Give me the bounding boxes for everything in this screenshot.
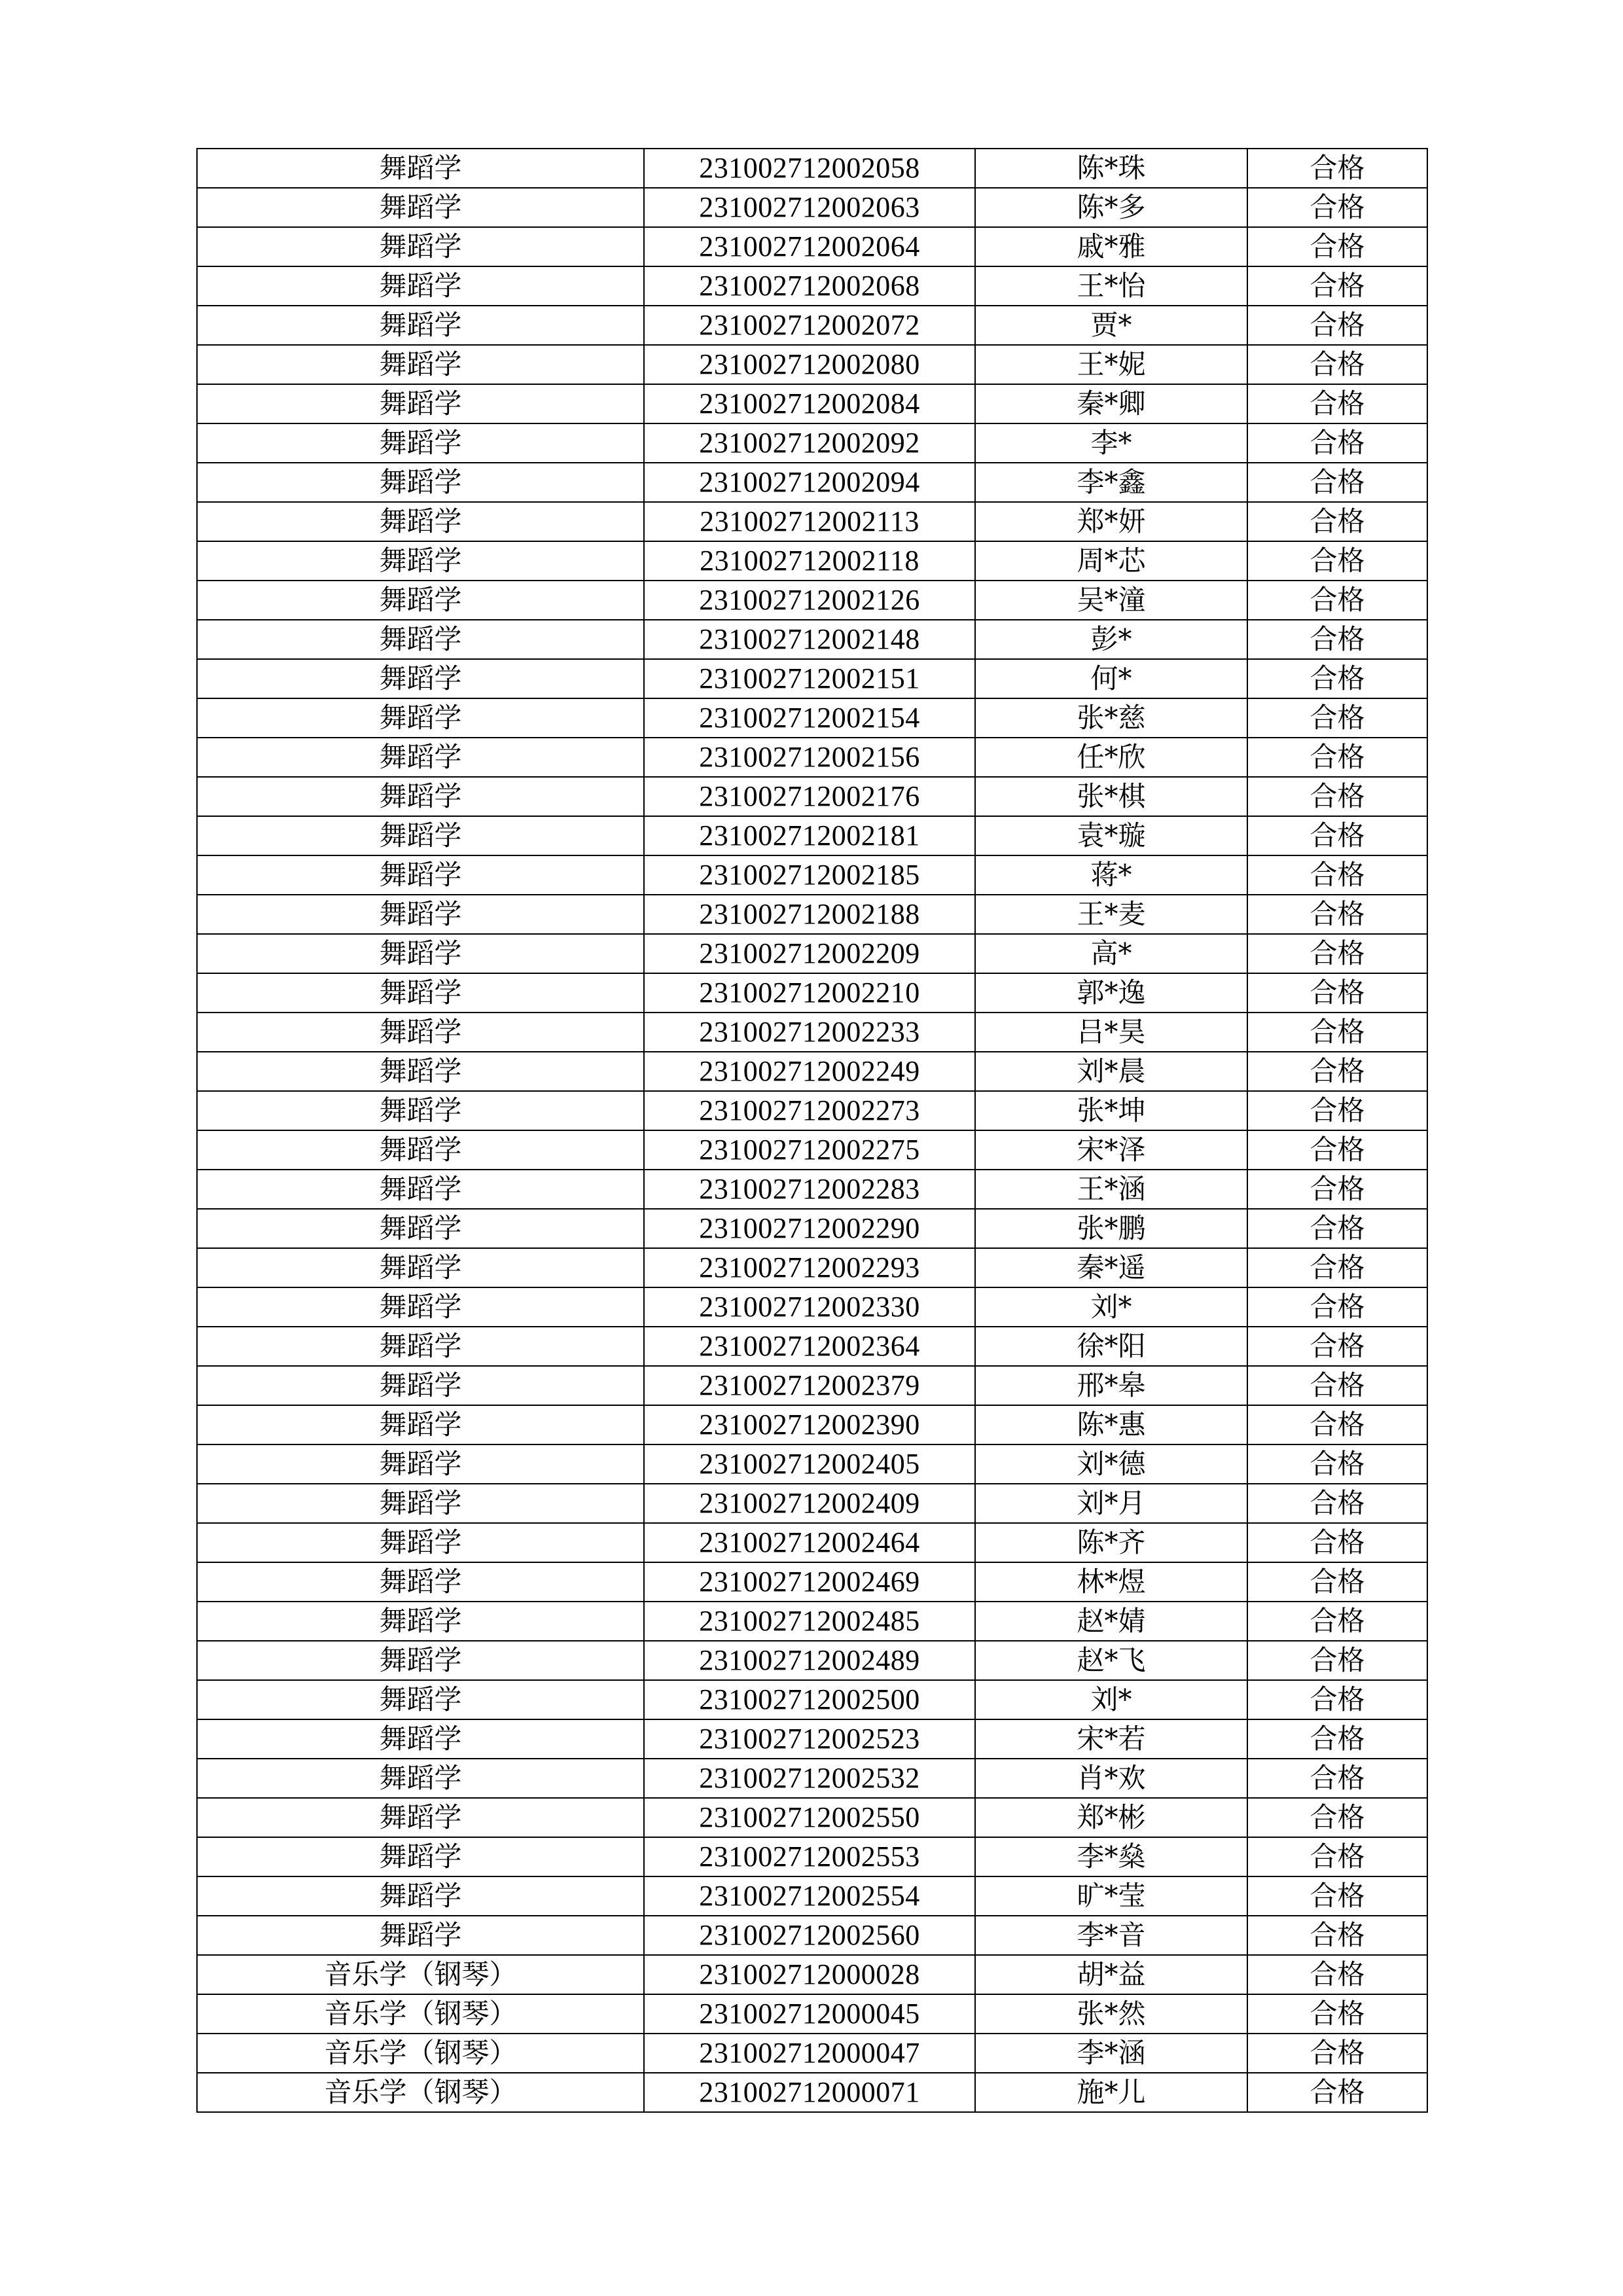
result-cell: 合格 xyxy=(1247,2073,1427,2112)
table-row xyxy=(197,1602,1427,1641)
candidate-id-cell: 231002712002210 xyxy=(644,973,975,1013)
candidate-id-cell: 231002712002154 xyxy=(644,698,975,738)
result-cell: 合格 xyxy=(1247,855,1427,895)
results-table xyxy=(196,148,1428,2113)
major-cell: 舞蹈学 xyxy=(197,463,644,502)
candidate-id-cell: 231002712002554 xyxy=(644,1876,975,1916)
result-cell: 合格 xyxy=(1247,934,1427,973)
candidate-id-cell: 231002712002283 xyxy=(644,1170,975,1209)
result-cell: 合格 xyxy=(1247,1680,1427,1719)
table-row xyxy=(197,345,1427,384)
result-cell: 合格 xyxy=(1247,581,1427,620)
candidate-id-cell: 231002712002553 xyxy=(644,1837,975,1876)
candidate-name-cell: 袁*璇 xyxy=(975,816,1247,855)
candidate-id-cell: 231002712002185 xyxy=(644,855,975,895)
major-cell: 舞蹈学 xyxy=(197,659,644,698)
table-row xyxy=(197,266,1427,306)
candidate-name-cell: 张*然 xyxy=(975,1994,1247,2034)
candidate-id-cell: 231002712002176 xyxy=(644,777,975,816)
result-cell: 合格 xyxy=(1247,227,1427,266)
candidate-id-cell: 231002712002233 xyxy=(644,1013,975,1052)
result-cell: 合格 xyxy=(1247,1170,1427,1209)
major-cell: 舞蹈学 xyxy=(197,895,644,934)
major-cell: 舞蹈学 xyxy=(197,1759,644,1798)
candidate-name-cell: 戚*雅 xyxy=(975,227,1247,266)
results-table-body xyxy=(197,149,1427,2112)
major-cell: 舞蹈学 xyxy=(197,1484,644,1523)
candidate-name-cell: 宋*若 xyxy=(975,1719,1247,1759)
table-row xyxy=(197,777,1427,816)
candidate-id-cell: 231002712002209 xyxy=(644,934,975,973)
major-cell: 舞蹈学 xyxy=(197,1130,644,1170)
major-cell: 音乐学（钢琴） xyxy=(197,2034,644,2073)
major-cell: 舞蹈学 xyxy=(197,1602,644,1641)
table-row xyxy=(197,1837,1427,1876)
candidate-name-cell: 刘*月 xyxy=(975,1484,1247,1523)
candidate-name-cell: 郑*彬 xyxy=(975,1798,1247,1837)
table-row xyxy=(197,581,1427,620)
result-cell: 合格 xyxy=(1247,1052,1427,1091)
candidate-id-cell: 231002712002485 xyxy=(644,1602,975,1641)
candidate-name-cell: 周*芯 xyxy=(975,541,1247,581)
candidate-name-cell: 秦*卿 xyxy=(975,384,1247,423)
candidate-id-cell: 231002712002275 xyxy=(644,1130,975,1170)
table-row xyxy=(197,895,1427,934)
candidate-name-cell: 刘* xyxy=(975,1287,1247,1327)
major-cell: 舞蹈学 xyxy=(197,188,644,227)
result-cell: 合格 xyxy=(1247,1484,1427,1523)
major-cell: 舞蹈学 xyxy=(197,973,644,1013)
table-row xyxy=(197,227,1427,266)
result-cell: 合格 xyxy=(1247,1876,1427,1916)
table-row xyxy=(197,1798,1427,1837)
candidate-id-cell: 231002712002489 xyxy=(644,1641,975,1680)
major-cell: 音乐学（钢琴） xyxy=(197,1955,644,1994)
major-cell: 舞蹈学 xyxy=(197,345,644,384)
major-cell: 舞蹈学 xyxy=(197,1287,644,1327)
result-cell: 合格 xyxy=(1247,149,1427,188)
candidate-name-cell: 李*音 xyxy=(975,1916,1247,1955)
table-row xyxy=(197,2073,1427,2112)
table-row xyxy=(197,1287,1427,1327)
candidate-id-cell: 231002712002080 xyxy=(644,345,975,384)
candidate-name-cell: 郑*妍 xyxy=(975,502,1247,541)
candidate-id-cell: 231002712002084 xyxy=(644,384,975,423)
candidate-name-cell: 刘*晨 xyxy=(975,1052,1247,1091)
result-cell: 合格 xyxy=(1247,1955,1427,1994)
result-cell: 合格 xyxy=(1247,1209,1427,1248)
candidate-name-cell: 任*欣 xyxy=(975,738,1247,777)
candidate-name-cell: 施*儿 xyxy=(975,2073,1247,2112)
candidate-id-cell: 231002712002181 xyxy=(644,816,975,855)
result-cell: 合格 xyxy=(1247,1523,1427,1562)
result-cell: 合格 xyxy=(1247,895,1427,934)
major-cell: 舞蹈学 xyxy=(197,1052,644,1091)
major-cell: 舞蹈学 xyxy=(197,1798,644,1837)
candidate-name-cell: 刘*德 xyxy=(975,1444,1247,1484)
result-cell: 合格 xyxy=(1247,1405,1427,1444)
candidate-id-cell: 231002712000071 xyxy=(644,2073,975,2112)
major-cell: 舞蹈学 xyxy=(197,1091,644,1130)
table-row xyxy=(197,306,1427,345)
candidate-id-cell: 231002712000047 xyxy=(644,2034,975,2073)
result-cell: 合格 xyxy=(1247,620,1427,659)
candidate-id-cell: 231002712002064 xyxy=(644,227,975,266)
candidate-name-cell: 王*怡 xyxy=(975,266,1247,306)
result-cell: 合格 xyxy=(1247,1759,1427,1798)
candidate-name-cell: 旷*莹 xyxy=(975,1876,1247,1916)
table-row xyxy=(197,1523,1427,1562)
candidate-name-cell: 张*慈 xyxy=(975,698,1247,738)
table-row xyxy=(197,1680,1427,1719)
major-cell: 舞蹈学 xyxy=(197,777,644,816)
result-cell: 合格 xyxy=(1247,1287,1427,1327)
table-row xyxy=(197,934,1427,973)
result-cell: 合格 xyxy=(1247,384,1427,423)
result-cell: 合格 xyxy=(1247,188,1427,227)
candidate-name-cell: 张*棋 xyxy=(975,777,1247,816)
table-row xyxy=(197,855,1427,895)
result-cell: 合格 xyxy=(1247,1013,1427,1052)
table-row xyxy=(197,423,1427,463)
candidate-id-cell: 231002712002330 xyxy=(644,1287,975,1327)
table-row xyxy=(197,738,1427,777)
major-cell: 舞蹈学 xyxy=(197,502,644,541)
candidate-name-cell: 张*坤 xyxy=(975,1091,1247,1130)
result-cell: 合格 xyxy=(1247,1130,1427,1170)
table-row xyxy=(197,1130,1427,1170)
table-row xyxy=(197,1562,1427,1602)
result-cell: 合格 xyxy=(1247,1994,1427,2034)
candidate-name-cell: 宋*泽 xyxy=(975,1130,1247,1170)
major-cell: 舞蹈学 xyxy=(197,1719,644,1759)
candidate-name-cell: 李*涵 xyxy=(975,2034,1247,2073)
candidate-id-cell: 231002712002063 xyxy=(644,188,975,227)
candidate-id-cell: 231002712000045 xyxy=(644,1994,975,2034)
major-cell: 舞蹈学 xyxy=(197,1641,644,1680)
major-cell: 舞蹈学 xyxy=(197,1444,644,1484)
candidate-id-cell: 231002712002405 xyxy=(644,1444,975,1484)
table-row xyxy=(197,1091,1427,1130)
table-row xyxy=(197,502,1427,541)
table-row xyxy=(197,1759,1427,1798)
candidate-id-cell: 231002712002364 xyxy=(644,1327,975,1366)
table-row xyxy=(197,1405,1427,1444)
candidate-name-cell: 李* xyxy=(975,423,1247,463)
candidate-name-cell: 肖*欢 xyxy=(975,1759,1247,1798)
table-row xyxy=(197,698,1427,738)
candidate-id-cell: 231002712002464 xyxy=(644,1523,975,1562)
candidate-id-cell: 231002712002290 xyxy=(644,1209,975,1248)
major-cell: 舞蹈学 xyxy=(197,1680,644,1719)
candidate-name-cell: 张*鹏 xyxy=(975,1209,1247,1248)
candidate-name-cell: 徐*阳 xyxy=(975,1327,1247,1366)
table-row xyxy=(197,816,1427,855)
major-cell: 音乐学（钢琴） xyxy=(197,1994,644,2034)
result-cell: 合格 xyxy=(1247,306,1427,345)
major-cell: 舞蹈学 xyxy=(197,227,644,266)
major-cell: 舞蹈学 xyxy=(197,1209,644,1248)
major-cell: 舞蹈学 xyxy=(197,306,644,345)
candidate-name-cell: 王*妮 xyxy=(975,345,1247,384)
result-cell: 合格 xyxy=(1247,1641,1427,1680)
candidate-id-cell: 231002712002390 xyxy=(644,1405,975,1444)
major-cell: 舞蹈学 xyxy=(197,1523,644,1562)
result-cell: 合格 xyxy=(1247,541,1427,581)
result-cell: 合格 xyxy=(1247,1444,1427,1484)
result-cell: 合格 xyxy=(1247,698,1427,738)
major-cell: 舞蹈学 xyxy=(197,698,644,738)
candidate-id-cell: 231002712002469 xyxy=(644,1562,975,1602)
result-cell: 合格 xyxy=(1247,1837,1427,1876)
candidate-name-cell: 贾* xyxy=(975,306,1247,345)
candidate-name-cell: 王*涵 xyxy=(975,1170,1247,1209)
table-row xyxy=(197,1876,1427,1916)
result-cell: 合格 xyxy=(1247,502,1427,541)
result-cell: 合格 xyxy=(1247,1916,1427,1955)
table-row xyxy=(197,1916,1427,1955)
candidate-name-cell: 刘* xyxy=(975,1680,1247,1719)
candidate-name-cell: 高* xyxy=(975,934,1247,973)
table-row xyxy=(197,973,1427,1013)
candidate-name-cell: 吴*潼 xyxy=(975,581,1247,620)
result-cell: 合格 xyxy=(1247,1366,1427,1405)
major-cell: 舞蹈学 xyxy=(197,1405,644,1444)
major-cell: 舞蹈学 xyxy=(197,1562,644,1602)
table-row xyxy=(197,659,1427,698)
result-cell: 合格 xyxy=(1247,1562,1427,1602)
result-cell: 合格 xyxy=(1247,266,1427,306)
candidate-name-cell: 李*鑫 xyxy=(975,463,1247,502)
result-cell: 合格 xyxy=(1247,1602,1427,1641)
table-row xyxy=(197,1248,1427,1287)
candidate-id-cell: 231002712002293 xyxy=(644,1248,975,1287)
table-row xyxy=(197,1641,1427,1680)
candidate-id-cell: 231002712002148 xyxy=(644,620,975,659)
table-row xyxy=(197,384,1427,423)
major-cell: 舞蹈学 xyxy=(197,541,644,581)
table-row xyxy=(197,1327,1427,1366)
major-cell: 舞蹈学 xyxy=(197,934,644,973)
candidate-name-cell: 彭* xyxy=(975,620,1247,659)
table-row xyxy=(197,1955,1427,1994)
major-cell: 舞蹈学 xyxy=(197,1916,644,1955)
result-cell: 合格 xyxy=(1247,463,1427,502)
major-cell: 舞蹈学 xyxy=(197,581,644,620)
table-row xyxy=(197,463,1427,502)
candidate-id-cell: 231002712002151 xyxy=(644,659,975,698)
major-cell: 舞蹈学 xyxy=(197,384,644,423)
candidate-id-cell: 231002712002379 xyxy=(644,1366,975,1405)
result-cell: 合格 xyxy=(1247,777,1427,816)
candidate-id-cell: 231002712002118 xyxy=(644,541,975,581)
result-cell: 合格 xyxy=(1247,659,1427,698)
candidate-id-cell: 231002712002156 xyxy=(644,738,975,777)
major-cell: 舞蹈学 xyxy=(197,620,644,659)
result-cell: 合格 xyxy=(1247,423,1427,463)
candidate-name-cell: 蒋* xyxy=(975,855,1247,895)
candidate-name-cell: 陈*齐 xyxy=(975,1523,1247,1562)
result-cell: 合格 xyxy=(1247,1248,1427,1287)
candidate-name-cell: 陈*惠 xyxy=(975,1405,1247,1444)
candidate-name-cell: 秦*遥 xyxy=(975,1248,1247,1287)
candidate-name-cell: 郭*逸 xyxy=(975,973,1247,1013)
table-row xyxy=(197,149,1427,188)
candidate-name-cell: 何* xyxy=(975,659,1247,698)
candidate-id-cell: 231002712002523 xyxy=(644,1719,975,1759)
table-row xyxy=(197,188,1427,227)
major-cell: 舞蹈学 xyxy=(197,1013,644,1052)
candidate-name-cell: 吕*昊 xyxy=(975,1013,1247,1052)
major-cell: 舞蹈学 xyxy=(197,855,644,895)
candidate-id-cell: 231002712002550 xyxy=(644,1798,975,1837)
major-cell: 舞蹈学 xyxy=(197,1366,644,1405)
major-cell: 舞蹈学 xyxy=(197,1837,644,1876)
candidate-name-cell: 李*燊 xyxy=(975,1837,1247,1876)
major-cell: 舞蹈学 xyxy=(197,1327,644,1366)
table-row xyxy=(197,541,1427,581)
table-row xyxy=(197,1209,1427,1248)
major-cell: 舞蹈学 xyxy=(197,816,644,855)
candidate-id-cell: 231002712002094 xyxy=(644,463,975,502)
candidate-id-cell: 231002712002058 xyxy=(644,149,975,188)
candidate-name-cell: 王*麦 xyxy=(975,895,1247,934)
candidate-id-cell: 231002712002273 xyxy=(644,1091,975,1130)
result-cell: 合格 xyxy=(1247,345,1427,384)
candidate-id-cell: 231002712002072 xyxy=(644,306,975,345)
candidate-id-cell: 231002712002126 xyxy=(644,581,975,620)
major-cell: 舞蹈学 xyxy=(197,1170,644,1209)
candidate-id-cell: 231002712002409 xyxy=(644,1484,975,1523)
candidate-id-cell: 231002712002532 xyxy=(644,1759,975,1798)
result-cell: 合格 xyxy=(1247,1798,1427,1837)
result-cell: 合格 xyxy=(1247,973,1427,1013)
candidate-name-cell: 胡*益 xyxy=(975,1955,1247,1994)
result-cell: 合格 xyxy=(1247,2034,1427,2073)
result-cell: 合格 xyxy=(1247,1091,1427,1130)
table-row xyxy=(197,1013,1427,1052)
candidate-id-cell: 231002712002113 xyxy=(644,502,975,541)
table-row xyxy=(197,1170,1427,1209)
candidate-name-cell: 邢*皋 xyxy=(975,1366,1247,1405)
table-row xyxy=(197,1484,1427,1523)
candidate-name-cell: 赵*飞 xyxy=(975,1641,1247,1680)
major-cell: 舞蹈学 xyxy=(197,738,644,777)
candidate-name-cell: 林*煜 xyxy=(975,1562,1247,1602)
major-cell: 舞蹈学 xyxy=(197,423,644,463)
table-row xyxy=(197,1366,1427,1405)
candidate-id-cell: 231002712002249 xyxy=(644,1052,975,1091)
table-row xyxy=(197,1444,1427,1484)
table-row xyxy=(197,620,1427,659)
result-cell: 合格 xyxy=(1247,1719,1427,1759)
result-cell: 合格 xyxy=(1247,816,1427,855)
major-cell: 舞蹈学 xyxy=(197,1876,644,1916)
major-cell: 舞蹈学 xyxy=(197,1248,644,1287)
table-row xyxy=(197,1994,1427,2034)
candidate-id-cell: 231002712002188 xyxy=(644,895,975,934)
major-cell: 舞蹈学 xyxy=(197,266,644,306)
candidate-id-cell: 231002712002068 xyxy=(644,266,975,306)
candidate-id-cell: 231002712002560 xyxy=(644,1916,975,1955)
candidate-name-cell: 赵*婧 xyxy=(975,1602,1247,1641)
result-cell: 合格 xyxy=(1247,738,1427,777)
candidate-id-cell: 231002712002500 xyxy=(644,1680,975,1719)
candidate-id-cell: 231002712000028 xyxy=(644,1955,975,1994)
candidate-name-cell: 陈*多 xyxy=(975,188,1247,227)
candidate-id-cell: 231002712002092 xyxy=(644,423,975,463)
table-row xyxy=(197,1052,1427,1091)
candidate-name-cell: 陈*珠 xyxy=(975,149,1247,188)
result-cell: 合格 xyxy=(1247,1327,1427,1366)
major-cell: 音乐学（钢琴） xyxy=(197,2073,644,2112)
major-cell: 舞蹈学 xyxy=(197,149,644,188)
table-row xyxy=(197,1719,1427,1759)
table-row xyxy=(197,2034,1427,2073)
